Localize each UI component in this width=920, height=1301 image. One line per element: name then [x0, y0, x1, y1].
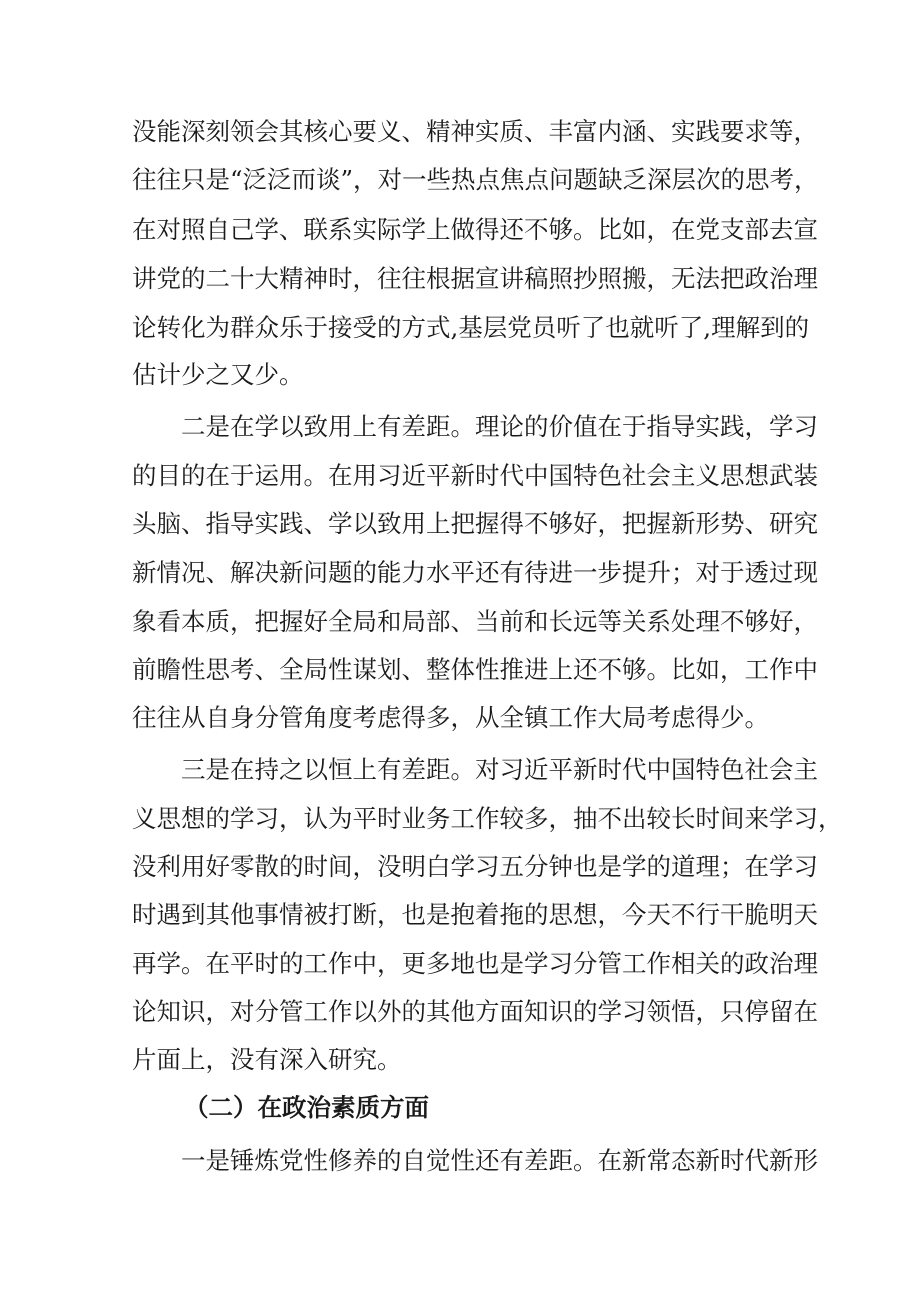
- text-line: 再学。在平时的工作中，更多地也是学习分管工作相关的政治理: [132, 949, 818, 978]
- text-line: 时遇到其他事情被打断，也是抱着拖的思想，今天不行干脆明天: [132, 900, 818, 929]
- text-line: 在对照自己学、联系实际学上做得还不够。比如，在党支部去宣: [132, 215, 818, 244]
- text-line: 估计少之又少。: [132, 360, 304, 389]
- text-line: 没利用好零散的时间，没明白学习五分钟也是学的道理；在学习: [132, 852, 818, 881]
- text-line: 前瞻性思考、全局性谋划、整体性推进上还不够。比如，工作中: [132, 655, 818, 684]
- text-line: 的目的在于运用。在用习近平新时代中国特色社会主义思想武装: [132, 461, 818, 490]
- section-heading: （二）在政治素质方面: [184, 1093, 429, 1122]
- text-line: 头脑、指导实践、学以致用上把握得不够好，把握新形势、研究: [132, 509, 818, 538]
- text-line: 片面上，没有深入研究。: [132, 1045, 402, 1074]
- text-line: 论知识，对分管工作以外的其他方面知识的学习领悟，只停留在: [132, 997, 818, 1026]
- text-line: 讲党的二十大精神时，往往根据宣讲稿照抄照搬，无法把政治理: [132, 264, 818, 293]
- text-line: 往往从自身分管角度考虑得多，从全镇工作大局考虑得少。: [132, 703, 769, 732]
- text-line: 三是在持之以恒上有差距。对习近平新时代中国特色社会主: [181, 755, 818, 784]
- text-line: 往往只是“泛泛而谈”，对一些热点焦点问题缺乏深层次的思考，: [132, 165, 819, 194]
- text-line: 义思想的学习，认为平时业务工作较多，抽不出较长时间来学习，: [132, 804, 843, 833]
- text-line: 象看本质，把握好全局和局部、当前和长远等关系处理不够好，: [132, 607, 818, 636]
- text-line: 二是在学以致用上有差距。理论的价值在于指导实践，学习: [181, 412, 818, 441]
- text-line: 一是锤炼党性修养的自觉性还有差距。在新常态新时代新形: [181, 1146, 818, 1175]
- text-line: 新情况、解决新问题的能力水平还有待进一步提升；对于透过现: [132, 558, 818, 587]
- text-line: 没能深刻领会其核心要义、精神实质、丰富内涵、实践要求等，: [132, 117, 818, 146]
- text-line: 论转化为群众乐于接受的方式,基层党员听了也就听了,理解到的: [132, 313, 810, 342]
